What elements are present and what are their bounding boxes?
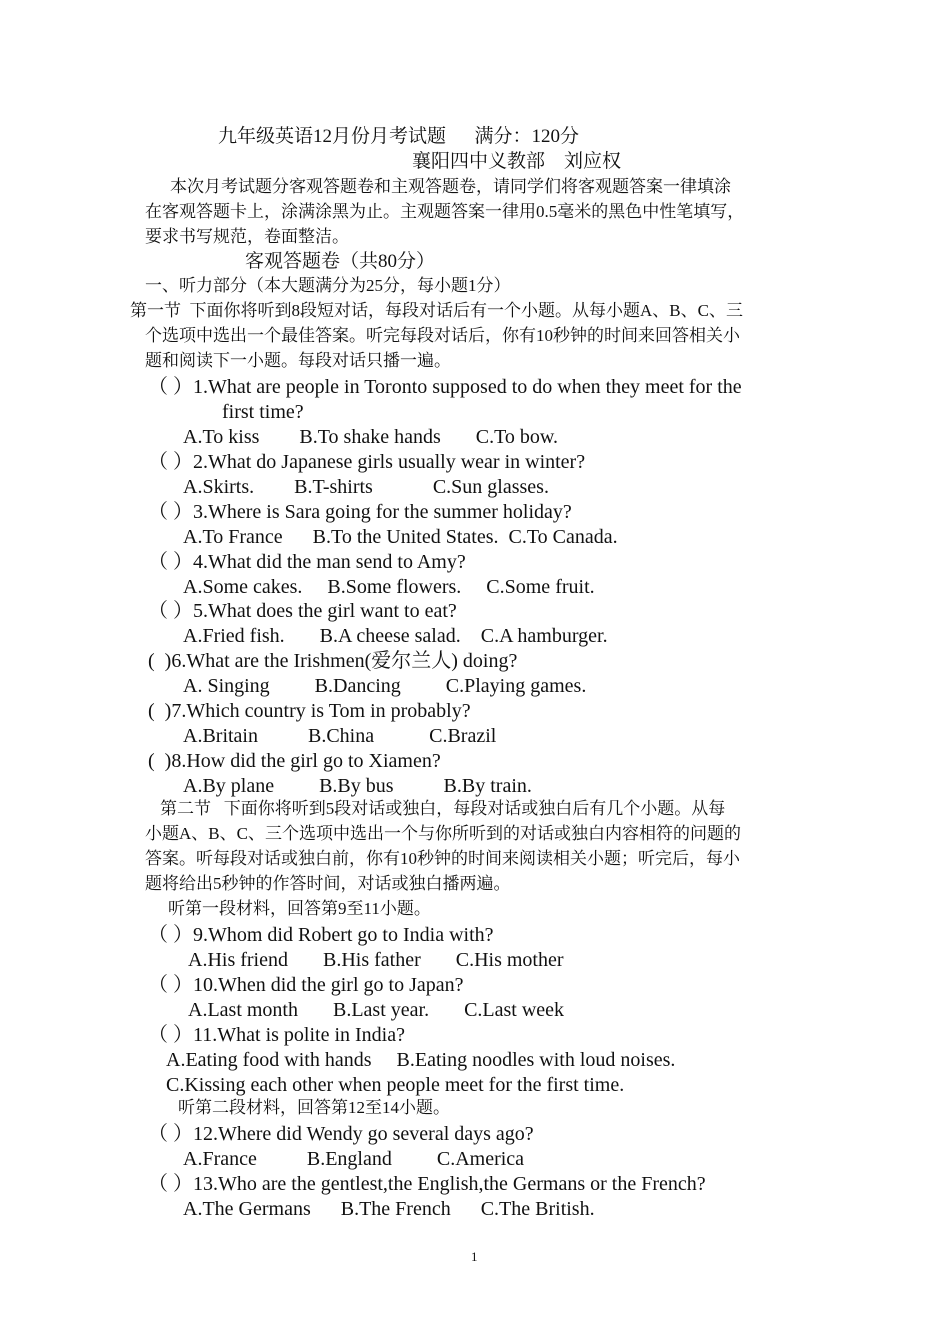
question-7-stem: ( )7.Which country is Tom in probably? [148,700,471,722]
question-13-options: A.The Germans B.The French C.The British. [183,1198,595,1220]
section1-intro-line: 题和阅读下一小题。每段对话只播一遍。 [145,351,451,370]
section2-intro-line: 题将给出5秒钟的作答时间，对话或独白播两遍。 [145,874,511,893]
question-12-stem: （ ）12.Where did Wendy go several days ago? [148,1123,534,1145]
question-2-options: A.Skirts. B.T-shirts C.Sun glasses. [183,476,549,498]
question-3-stem: （ ）3.Where is Sara going for the summer holiday? [148,501,572,523]
question-1-options: A.To kiss B.To shake hands C.To bow. [183,426,559,448]
question-10-options: A.Last month B.Last year. C.Last week [188,999,565,1021]
exam-title: 九年级英语12月份月考试题 满分：120分 [218,126,580,147]
question-1-stem-continued: first time? [222,401,304,423]
instruction-line: 在客观答题卡上，涂满涂黑为止。主观题答案一律用0.5毫米的黑色中性笔填写， [145,202,745,221]
question-11-options: A.Eating food with hands B.Eating noodles with loud noises. [166,1049,676,1071]
section2-intro-line: 第二节 下面你将听到5段对话或独白，每段对话或独白后有几个小题。从每 [160,799,726,818]
section1-intro-line: 第一节 下面你将听到8段短对话，每段对话后有一个小题。从每小题A、B、C、三 [130,301,743,320]
question-5-options: A.Fried fish. B.A cheese salad. C.A hamburger. [183,625,608,647]
page-number: 1 [471,1249,478,1264]
section1-intro-line: 个选项中选出一个最佳答案。听完每段对话后，你有10秒钟的时间来回答相关小 [145,326,740,345]
question-10-stem: （ ）10.When did the girl go to Japan? [148,974,464,996]
section2-intro-line: 小题A、B、C、三个选项中选出一个与你所听到的对话或独白内容相符的问题的 [145,824,741,843]
section-title: 客观答题卷（共80分） [245,251,436,272]
question-6-stem: ( )6.What are the Irishmen(爱尔兰人) doing? [148,650,518,672]
instruction-line: 本次月考试题分客观答题卷和主观答题卷，请同学们将客观题答案一律填涂 [170,177,731,196]
material-1-note: 听第一段材料，回答第9至11小题。 [168,899,431,918]
question-11-options-continued: C.Kissing each other when people meet for the first time. [166,1074,625,1096]
question-8-stem: ( )8.How did the girl go to Xiamen? [148,750,441,772]
question-3-options: A.To France B.To the United States. C.To Canada. [183,526,618,548]
question-9-stem: （ ）9.Whom did Robert go to India with? [148,924,494,946]
exam-author: 襄阳四中义教部 刘应权 [412,151,622,172]
question-9-options: A.His friend B.His father C.His mother [188,949,564,971]
instruction-line: 要求书写规范，卷面整洁。 [145,227,349,246]
question-7-options: A.Britain B.China C.Brazil [183,725,497,747]
question-11-stem: （ ）11.What is polite in India? [148,1024,405,1046]
question-13-stem: （ ）13.Who are the gentlest,the English,the Germans or the French? [148,1173,706,1195]
material-2-note: 听第二段材料，回答第12至14小题。 [178,1098,450,1117]
question-12-options: A.France B.England C.America [183,1148,525,1170]
part-title: 一、听力部分（本大题满分为25分，每小题1分） [145,276,511,295]
question-2-stem: （ ）2.What do Japanese girls usually wear in winter? [148,451,586,473]
question-5-stem: （ ）5.What does the girl want to eat? [148,600,457,622]
question-8-options: A.By plane B.By bus B.By train. [183,775,532,797]
question-4-options: A.Some cakes. B.Some flowers. C.Some fruit. [183,576,595,598]
question-6-options: A. Singing B.Dancing C.Playing games. [183,675,587,697]
question-1-stem: （ ）1.What are people in Toronto supposed to do when they meet for the [148,376,742,398]
section2-intro-line: 答案。听每段对话或独白前，你有10秒钟的时间来阅读相关小题；听完后，每小 [145,849,740,868]
question-4-stem: （ ）4.What did the man send to Amy? [148,551,466,573]
